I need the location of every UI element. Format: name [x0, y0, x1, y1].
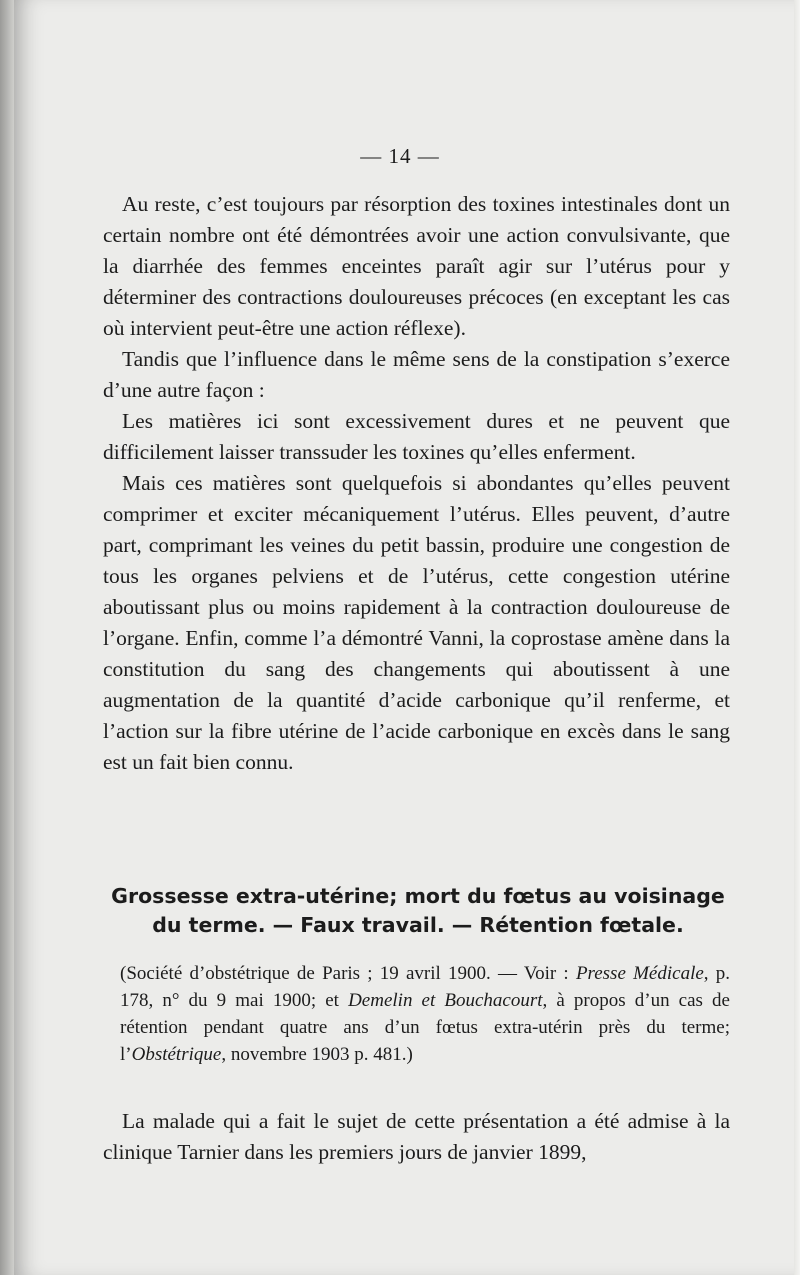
page-number: — 14 —: [360, 144, 440, 168]
reference-text: (Société d’obstétrique de Paris ; 19 avril 1900. — Voir :: [120, 963, 576, 984]
bibliographic-reference: [120, 960, 730, 1068]
reference-authors: Demelin et Bouchacourt: [348, 990, 543, 1011]
body-text-block: [103, 189, 730, 778]
paragraph: La malade qui a fait le sujet de cette présentation a été admise à la clinique Tarnier dans les premiers jours de janvier 1899,: [103, 1109, 730, 1164]
body-text-block: [103, 1106, 730, 1168]
paragraph: Les matières ici sont excessivement dures et ne peuvent que difficilement laisser transsuder les toxines qu’elles enferment.: [103, 409, 730, 464]
section-heading-line: Grossesse extra-utérine; mort du fœtus au voisinage: [111, 884, 725, 908]
paragraph: Mais ces matières sont quelquefois si abondantes qu’elles peuvent comprimer et exciter mécaniquement l’utérus. Elles peuvent, d’autre part, comprimant les veines du petit bassin, produire une congestion de tous les organes pelviens et de l’utérus, cette congestion utérine aboutissant plus ou moins rapidement à la contraction douloureuse de l’organe. Enfin, comme l’a démontré Vanni, la coprostase amène dans la constitution du sang des changements qui aboutissent à une augmentation de la quantité d’acide carbonique qu’il renferme, et l’action sur la fibre utérine de l’acide carbonique en excès dans le sang est un fait bien connu.: [103, 471, 730, 774]
reference-text: , novembre 1903 p. 481.): [221, 1044, 413, 1065]
paragraph: Au reste, c’est toujours par résorption des toxines intestinales dont un certain nombre ont été démontrées avoir une action convulsivante, que la diarrhée des femmes enceintes paraît agir sur l’utérus pour y déterminer des contractions douloureuses précoces (en exceptant les cas où intervient peut-être une action réflexe).: [103, 192, 730, 340]
reference-journal: Obstétrique: [131, 1044, 222, 1065]
reference-text: , p. 178, n° du 9 mai 1900; et: [120, 963, 731, 1011]
page-edge: [794, 0, 800, 1275]
section-heading-line: du terme. — Faux travail. — Rétention fœtale.: [152, 913, 684, 937]
reference-journal: Presse Médicale: [575, 963, 704, 984]
paragraph: Tandis que l’influence dans le même sens de la constipation s’exerce d’une autre façon :: [103, 347, 730, 402]
section-heading: [100, 882, 736, 940]
reference-text: , à propos d’un cas de rétention pendant quatre ans d’un fœtus extra-utérin près du terme; l’: [120, 990, 730, 1065]
page-gutter-shadow: [0, 0, 14, 1275]
